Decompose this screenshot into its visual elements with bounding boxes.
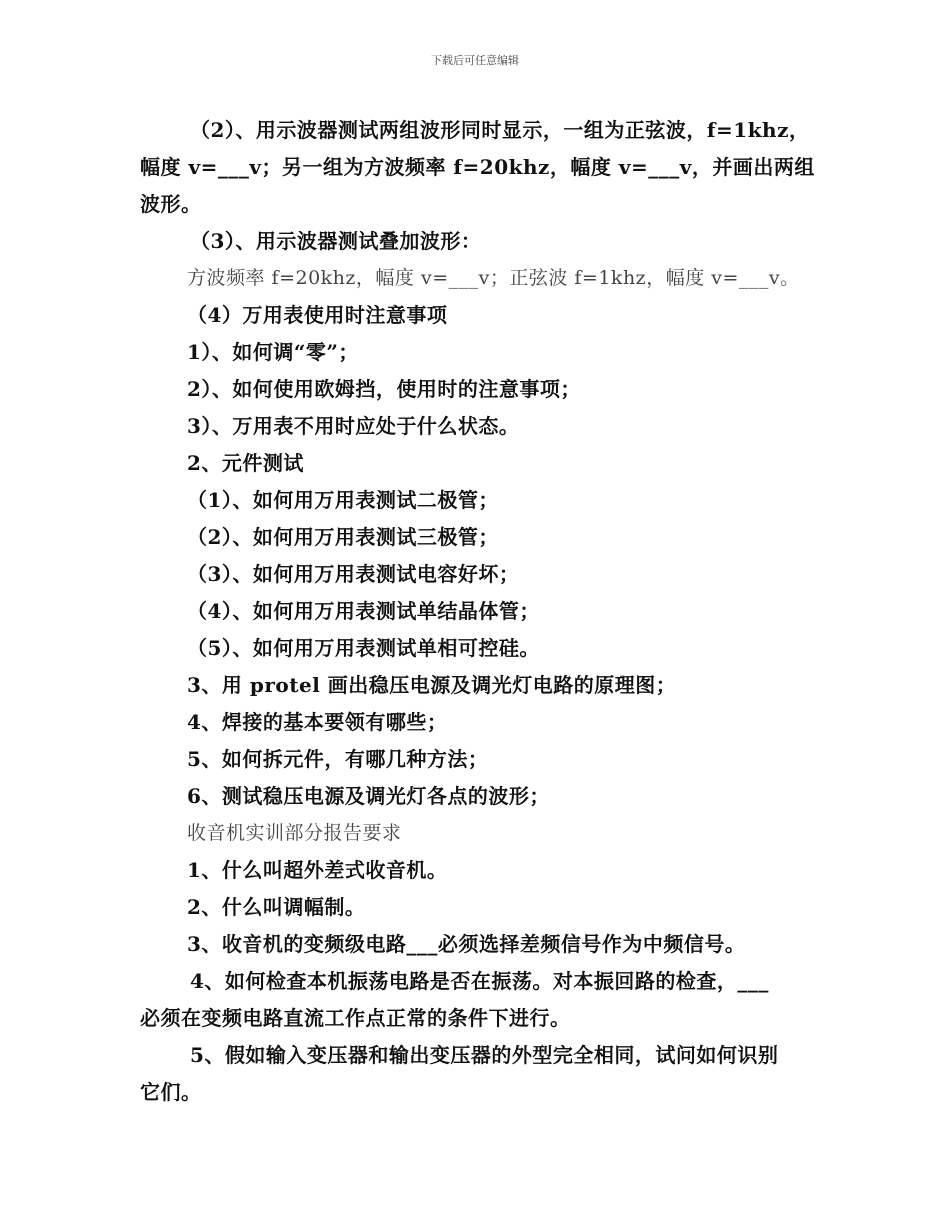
section-title: 收音机实训部分报告要求	[187, 822, 402, 844]
text-line: （4）、如何用万用表测试单结晶体管；	[187, 599, 540, 623]
text-line: 5、假如输入变压器和输出变压器的外型完全相同，试问如何识别	[190, 1043, 779, 1067]
section-heading: 3、用 protel 画出稳压电源及调光灯电路的原理图；	[187, 673, 677, 697]
text-line: （3）、用示波器测试叠加波形：	[190, 229, 482, 253]
text-line: 波形。	[140, 192, 202, 216]
section-heading: 5、如何拆元件，有哪几种方法；	[187, 747, 489, 771]
text-line: 幅度 v=___v；另一组为方波频率 f=20khz，幅度 v=___v，并画出两组	[140, 155, 815, 179]
text-line: 必须在变频电路直流工作点正常的条件下进行。	[140, 1006, 571, 1030]
text-line: 1、什么叫超外差式收音机。	[187, 858, 448, 882]
text-line: 3、收音机的变频级电路___必须选择差频信号作为中频信号。	[187, 932, 746, 956]
text-line: 1）、如何调“零”；	[187, 340, 359, 364]
section-heading: 6、测试稳压电源及调光灯各点的波形；	[187, 784, 550, 808]
section-heading: 2、元件测试	[187, 451, 304, 475]
text-line: 2、什么叫调幅制。	[187, 895, 366, 919]
text-line: （3）、如何用万用表测试电容好坏；	[187, 562, 520, 586]
text-line: 4、如何检查本机振荡电路是否在振荡。对本振回路的检查，___	[190, 969, 769, 993]
text-line: （1）、如何用万用表测试二极管；	[187, 488, 499, 512]
page-header: 下载后可任意编辑	[431, 54, 519, 67]
text-line: （4）万用表使用时注意事项	[187, 303, 448, 327]
text-line: （2）、用示波器测试两组波形同时显示，一组为正弦波，f=1khz，	[190, 118, 810, 142]
text-line: （2）、如何用万用表测试三极管；	[187, 525, 499, 549]
text-line: 它们。	[140, 1080, 202, 1104]
text-line: 3）、万用表不用时应处于什么状态。	[187, 414, 520, 438]
text-line: 2）、如何使用欧姆挡，使用时的注意事项；	[187, 377, 581, 401]
text-line: 方波频率 f=20khz，幅度 v=___v；正弦波 f=1khz，幅度 v=___v。	[187, 267, 800, 289]
document-body	[140, 112, 830, 1111]
section-heading: 4、焊接的基本要领有哪些；	[187, 710, 448, 734]
text-line: （5）、如何用万用表测试单相可控硅。	[187, 636, 540, 660]
